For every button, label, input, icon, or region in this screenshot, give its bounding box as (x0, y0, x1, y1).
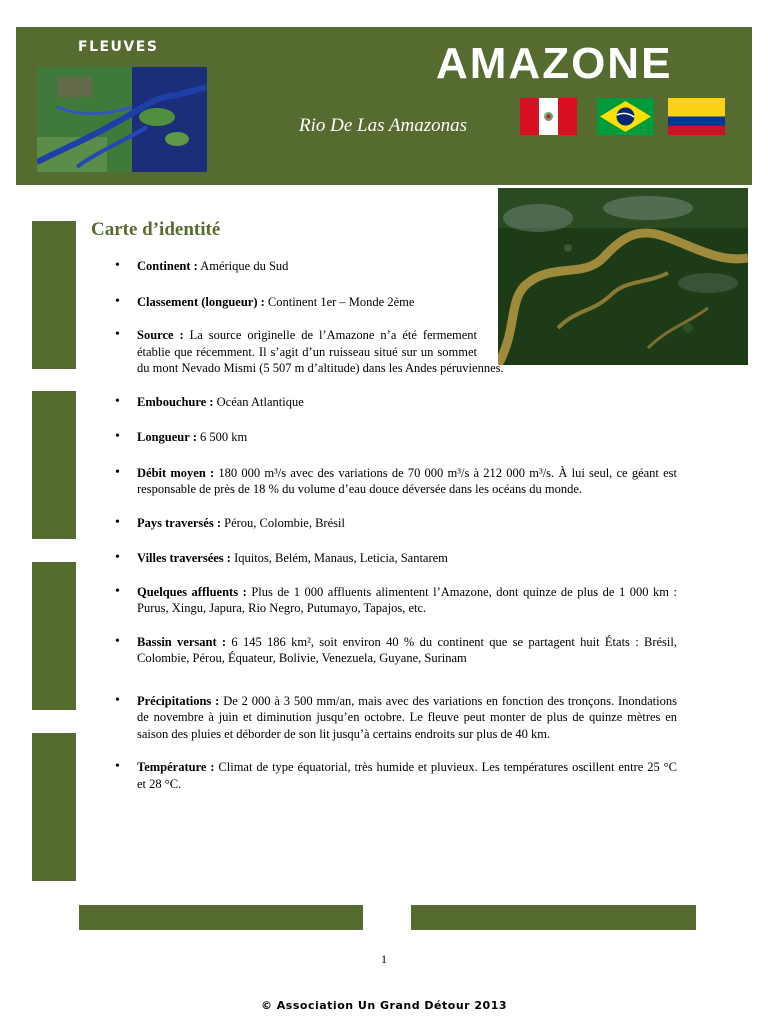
colombia-flag (668, 98, 725, 135)
peru-flag (520, 98, 577, 135)
fact-label: Bassin versant : (137, 634, 227, 649)
section-label: FLEUVES (78, 39, 159, 55)
fact-text: 180 000 m³/s avec des variations de 70 000 m³/s à 212 000 m³/s. À lui seul, ce géant est responsable de près de 18 % du volume d’eau douce déversée dans les océans du monde. (137, 465, 677, 496)
list-item (115, 693, 677, 743)
fact-label: Source : (137, 328, 184, 342)
fact-label: Villes traversées : (137, 551, 231, 565)
fact-label: Classement (longueur) : (137, 294, 265, 309)
brazil-flag (597, 98, 654, 135)
fact-text: 6 145 186 km², soit environ 40 % du continent que se partagent huit États : Brésil, Colombie, Pérou, Équateur, Bolivie, Venezuela, Guyane, Surinam (137, 634, 677, 665)
list-item (115, 394, 677, 411)
copyright-footer: © Association Un Grand Détour 2013 (260, 999, 508, 1012)
fact-text: Iquitos, Belém, Manaus, Leticia, Santarem (230, 551, 448, 565)
page-number: 1 (381, 952, 387, 966)
fact-text: Océan Atlantique (213, 394, 304, 409)
fact-label: Embouchure : (137, 394, 214, 409)
fact-label: Pays traversés : (137, 515, 221, 530)
page-subtitle: Rio De Las Amazonas (299, 115, 468, 136)
list-item (115, 550, 677, 567)
fact-text: De 2 000 à 3 500 mm/an, mais avec des variations en fonction des tronçons. Inondations de novembre à juin et diminution jusqu’en octobre. Le fleuve peut monter de plus de quinze mètres en saison des pluies et déborder de son lit jusqu’à certains endroits sur plus de 40 km. (137, 693, 677, 741)
fact-label: Continent : (137, 259, 198, 273)
list-item (115, 258, 677, 275)
bottom-decoration-bar (79, 905, 363, 930)
fact-text: 6 500 km (196, 430, 248, 444)
fact-text: Plus de 1 000 affluents alimentent l’Amazone, dont quinze de plus de 1 000 km : Purus, Xingu, Japura, Rio Negro, Putumayo, Tapajos, etc. (137, 584, 678, 615)
facts-list (115, 258, 677, 792)
section-heading: Carte d’identité (91, 219, 221, 240)
bottom-decoration-bar (411, 905, 696, 930)
fact-label: Température : (137, 760, 215, 774)
list-item (115, 584, 677, 617)
side-decoration-bar (32, 391, 76, 539)
fact-text: La source originelle de l’Amazone n’a été fermement établie que récemment. Il s’agit d’un ruisseau situé sur un sommet du mont Nevado Mismi (5 507 m d’altitude) dans les Andes péruviennes. (137, 328, 504, 375)
list-item (115, 465, 677, 498)
side-decoration-bar (32, 221, 76, 369)
list-item (115, 515, 677, 532)
fact-label: Quelques affluents : (137, 584, 247, 599)
header-banner (16, 27, 752, 185)
fact-label: Débit moyen : (137, 465, 215, 480)
list-item (115, 634, 677, 667)
side-decoration-bar (32, 562, 76, 710)
list-item (115, 759, 677, 792)
satellite-delta-image (37, 67, 207, 172)
list-item (115, 327, 677, 377)
list-item (115, 429, 677, 446)
fact-label: Précipitations : (137, 693, 220, 708)
list-item (115, 294, 677, 311)
fact-text: Amérique du Sud (197, 259, 289, 273)
fact-text: Continent 1er – Monde 2ème (264, 294, 415, 309)
fact-text: Climat de type équatorial, très humide et pluvieux. Les températures oscillent entre 25 °C et 28 °C. (137, 760, 677, 791)
side-decoration-bar (32, 733, 76, 881)
page-title: AMAZONE (436, 39, 673, 88)
fact-label: Longueur : (137, 430, 197, 444)
fact-text: Pérou, Colombie, Brésil (221, 515, 345, 530)
